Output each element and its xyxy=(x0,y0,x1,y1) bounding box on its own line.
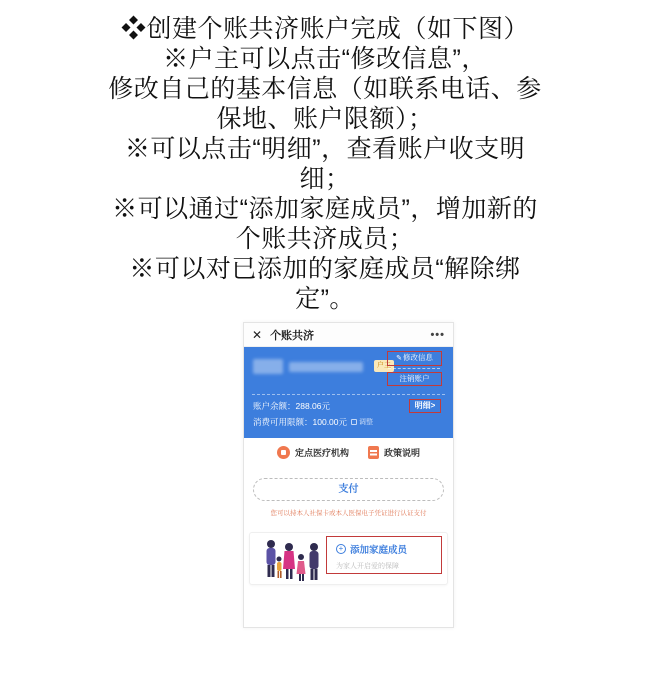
plus-icon: + xyxy=(336,544,346,554)
edit-info-button[interactable] xyxy=(387,351,442,366)
account-card xyxy=(244,347,453,438)
detail-button[interactable]: 明细> xyxy=(409,399,441,413)
cancel-account-button[interactable]: 注销账户 xyxy=(387,372,442,386)
quick-link-label: 定点医疗机构 xyxy=(294,448,349,458)
limit-value: 100.00元 xyxy=(312,417,348,427)
instruction-line: 个账共济成员； xyxy=(235,225,415,253)
instruction-line: 定”。 xyxy=(295,285,355,313)
instruction-line: ❖创建个账共济账户完成（如下图） xyxy=(120,15,529,43)
adjust-icon xyxy=(351,419,357,425)
instruction-line: 修改自己的基本信息（如联系电话、参 xyxy=(108,75,542,103)
pay-hint-text: 您可以持本人社保卡或本人医保电子凭证进行认证支付 xyxy=(270,510,427,517)
pay-button[interactable]: 支付 xyxy=(253,478,444,501)
owner-badge: 户主 xyxy=(374,360,394,372)
spending-limit xyxy=(253,416,373,428)
divider xyxy=(252,394,445,395)
instruction-line: ※户主可以点击“修改信息”， xyxy=(163,45,487,73)
document-icon xyxy=(368,446,379,459)
family-illustration xyxy=(264,537,326,583)
add-family-member-label: 添加家庭成员 xyxy=(350,545,408,556)
phone-screenshot xyxy=(243,322,454,628)
blurred-id-number xyxy=(289,362,363,372)
adjust-label: 调整 xyxy=(359,419,374,426)
family-text xyxy=(336,542,407,571)
balance-label: 账户余额： xyxy=(253,401,296,411)
account-balance xyxy=(253,400,330,412)
close-icon[interactable]: ✕ xyxy=(252,327,263,342)
quick-link-policy[interactable] xyxy=(368,446,420,459)
blurred-name xyxy=(253,359,283,374)
family-subtitle: 为家人开启爱的保障 xyxy=(336,563,399,570)
quick-link-label: 政策说明 xyxy=(383,448,420,458)
add-family-member-button[interactable] xyxy=(336,542,407,556)
limit-label: 消费可用限额： xyxy=(253,417,313,427)
hospital-icon xyxy=(277,446,290,459)
quick-links xyxy=(244,446,453,459)
instruction-line: 细； xyxy=(299,165,351,193)
balance-value: 288.06元 xyxy=(295,401,331,411)
titlebar xyxy=(244,323,453,347)
instruction-line: ※可以点击“明细”，查看账户收支明 xyxy=(124,135,526,163)
more-menu-icon[interactable]: ••• xyxy=(430,328,445,341)
instruction-line: 保地、账户限额）； xyxy=(216,105,434,133)
instructions-block xyxy=(0,14,650,314)
edit-icon: ✎ xyxy=(396,355,402,362)
quick-link-hospital[interactable] xyxy=(277,446,349,459)
edit-info-label: 修改信息 xyxy=(402,353,433,362)
family-card xyxy=(249,532,448,585)
divider xyxy=(388,368,440,369)
adjust-limit-button[interactable] xyxy=(351,417,373,427)
page-title: 个账共济 xyxy=(270,329,315,342)
instruction-line: ※可以通过“添加家庭成员”，增加新的 xyxy=(112,195,538,223)
instruction-line: ※可以对已添加的家庭成员“解除绑 xyxy=(129,255,521,283)
